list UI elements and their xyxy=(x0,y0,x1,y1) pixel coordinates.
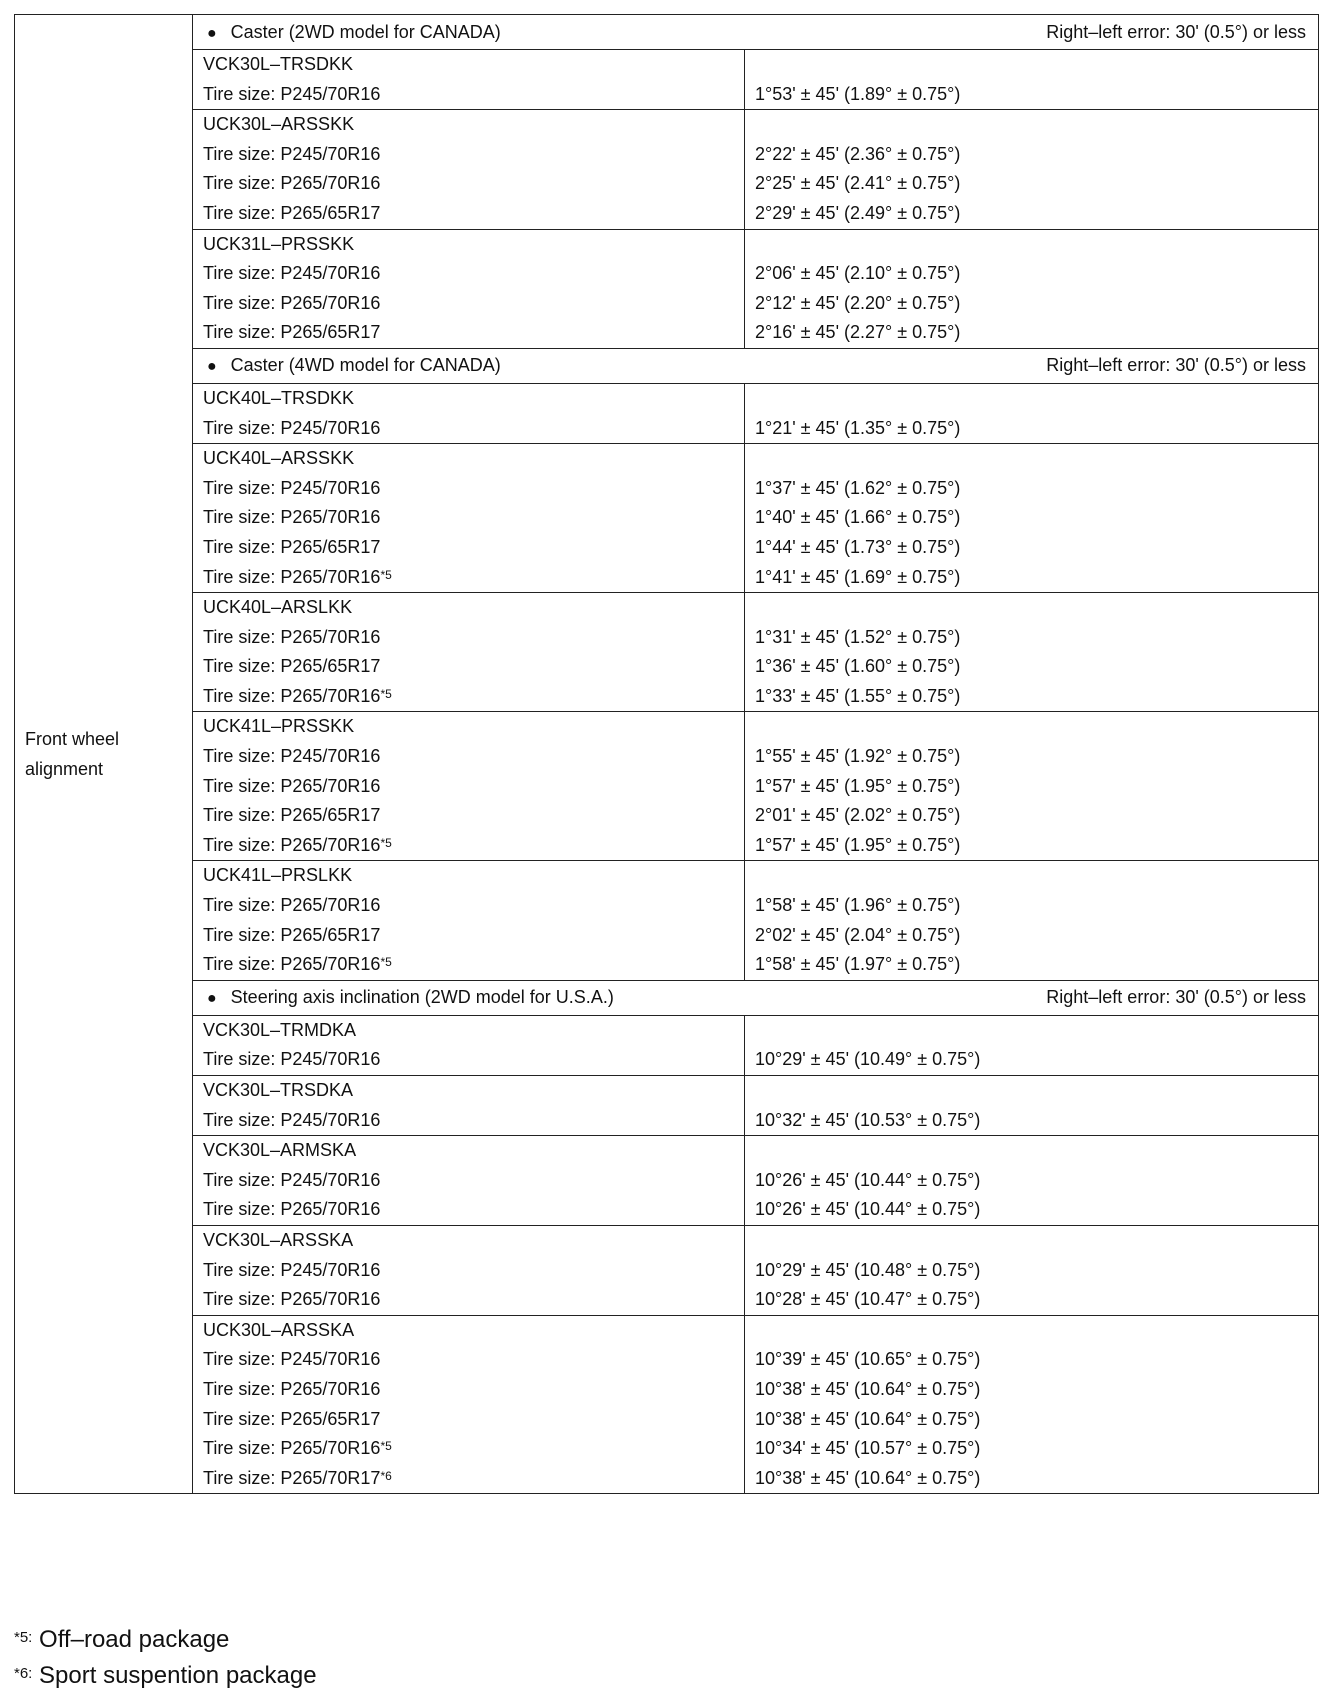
model-cell xyxy=(193,1015,745,1075)
caster-value: 10°39' ± 45' (10.65° ± 0.75°) xyxy=(755,1349,981,1370)
tire-size-text: Tire size: P265/70R16 xyxy=(203,775,381,796)
caster-value: 2°25' ± 45' (2.41° ± 0.75°) xyxy=(755,173,961,194)
model-code: UCK40L–ARSSKK xyxy=(203,448,355,469)
model-cell xyxy=(193,1076,745,1136)
section-header xyxy=(193,15,1318,49)
footnote-ref: *6 xyxy=(380,1468,392,1483)
section-title: Steering axis inclination (2WD model for U.S.A.) xyxy=(230,987,614,1008)
footnote-ref: *5 xyxy=(380,686,392,701)
footnotes xyxy=(14,1622,317,1694)
value-cell xyxy=(745,1225,1319,1315)
caster-value: 2°06' ± 45' (2.10° ± 0.75°) xyxy=(755,263,961,284)
caster-value: 2°16' ± 45' (2.27° ± 0.75°) xyxy=(755,322,961,343)
model-group-row xyxy=(15,1315,1319,1494)
caster-value: 1°53' ± 45' (1.89° ± 0.75°) xyxy=(755,83,961,104)
caster-value: 10°29' ± 45' (10.48° ± 0.75°) xyxy=(755,1259,981,1280)
tire-size xyxy=(193,1256,744,1286)
section-header xyxy=(193,981,1318,1015)
tire-size xyxy=(193,474,744,504)
tire-size xyxy=(193,682,744,712)
tire-size xyxy=(193,950,744,980)
bullet-icon: ● xyxy=(207,990,217,1008)
spacer xyxy=(745,110,1318,140)
tire-size xyxy=(193,140,744,170)
caster-value: 10°26' ± 45' (10.44° ± 0.75°) xyxy=(755,1169,981,1190)
spacer xyxy=(745,1076,1318,1106)
caster-value: 1°33' ± 45' (1.55° ± 0.75°) xyxy=(755,685,961,706)
caster-value: 2°01' ± 45' (2.02° ± 0.75°) xyxy=(755,805,961,826)
value-cell xyxy=(745,444,1319,593)
tire-size xyxy=(193,1464,744,1494)
tire-size xyxy=(193,563,744,593)
model-cell xyxy=(193,1225,745,1315)
caster-value: 1°57' ± 45' (1.95° ± 0.75°) xyxy=(755,834,961,855)
spacer xyxy=(745,50,1318,80)
model-code: UCK31L–PRSSKK xyxy=(203,233,355,254)
caster-value: 1°57' ± 45' (1.95° ± 0.75°) xyxy=(755,775,961,796)
model-group-row xyxy=(15,712,1319,861)
tire-size xyxy=(193,259,744,289)
model-code: UCK30L–ARSSKA xyxy=(203,1319,355,1340)
spacer xyxy=(745,1136,1318,1166)
tire-size-text: Tire size: P245/70R16 xyxy=(203,263,381,284)
tire-size xyxy=(193,289,744,319)
right-left-error: Right–left error: 30' (0.5°) or less xyxy=(1046,355,1306,376)
caster-value: 1°21' ± 45' (1.35° ± 0.75°) xyxy=(755,417,961,438)
section-header-row xyxy=(15,980,1319,1015)
footnote-mark: *6: xyxy=(14,1665,33,1682)
footnote-mark: *5: xyxy=(14,1629,33,1646)
tire-size xyxy=(193,1106,744,1136)
tire-size xyxy=(193,1045,744,1075)
tire-size-text: Tire size: P265/70R16 xyxy=(203,173,381,194)
tire-size xyxy=(193,1345,744,1375)
section-title-wrap xyxy=(207,355,501,376)
tire-size xyxy=(193,831,744,861)
tire-size-text: Tire size: P245/70R16 xyxy=(203,83,381,104)
spacer xyxy=(745,384,1318,414)
caster-value: 1°31' ± 45' (1.52° ± 0.75°) xyxy=(755,626,961,647)
tire-size-text: Tire size: P265/70R16 xyxy=(203,1438,381,1459)
section-header-row xyxy=(15,15,1319,50)
tire-size-text: Tire size: P245/70R16 xyxy=(203,477,381,498)
model-cell xyxy=(193,1136,745,1226)
model-group-row xyxy=(15,229,1319,348)
caster-value: 10°32' ± 45' (10.53° ± 0.75°) xyxy=(755,1109,981,1130)
tire-size-text: Tire size: P265/65R17 xyxy=(203,805,381,826)
model-cell xyxy=(193,593,745,712)
spacer xyxy=(745,861,1318,891)
spacer xyxy=(745,1316,1318,1346)
tire-size xyxy=(193,652,744,682)
tire-size-text: Tire size: P265/70R16 xyxy=(203,566,381,587)
value-cell xyxy=(745,1076,1319,1136)
value-cell xyxy=(745,383,1319,443)
caster-value: 10°38' ± 45' (10.64° ± 0.75°) xyxy=(755,1408,981,1429)
value-cell xyxy=(745,110,1319,229)
spacer xyxy=(745,444,1318,474)
model-group-row xyxy=(15,50,1319,110)
model-cell xyxy=(193,229,745,348)
bullet-icon: ● xyxy=(207,24,217,42)
caster-value: 10°29' ± 45' (10.49° ± 0.75°) xyxy=(755,1049,981,1070)
section-title: Caster (2WD model for CANADA) xyxy=(230,21,501,42)
model-group-row xyxy=(15,383,1319,443)
model-cell xyxy=(193,861,745,980)
footnote xyxy=(14,1658,317,1694)
model-cell xyxy=(193,50,745,110)
tire-size-text: Tire size: P265/65R17 xyxy=(203,202,381,223)
tire-size-text: Tire size: P245/70R16 xyxy=(203,1049,381,1070)
tire-size xyxy=(193,1434,744,1464)
caster-value: 2°02' ± 45' (2.04° ± 0.75°) xyxy=(755,924,961,945)
caster-value: 1°37' ± 45' (1.62° ± 0.75°) xyxy=(755,477,961,498)
tire-size-text: Tire size: P245/70R16 xyxy=(203,1169,381,1190)
value-cell xyxy=(745,229,1319,348)
tire-size-text: Tire size: P265/70R16 xyxy=(203,1199,381,1220)
tire-size-text: Tire size: P265/65R17 xyxy=(203,1408,381,1429)
caster-value: 1°41' ± 45' (1.69° ± 0.75°) xyxy=(755,566,961,587)
tire-size-text: Tire size: P265/70R16 xyxy=(203,1289,381,1310)
caster-value: 2°12' ± 45' (2.20° ± 0.75°) xyxy=(755,292,961,313)
tire-size xyxy=(193,1166,744,1196)
right-left-error: Right–left error: 30' (0.5°) or less xyxy=(1046,21,1306,42)
section-header-cell xyxy=(193,348,1319,383)
tire-size xyxy=(193,533,744,563)
value-cell xyxy=(745,1136,1319,1226)
section-header-cell xyxy=(193,15,1319,50)
model-group-row xyxy=(15,861,1319,980)
section-title-wrap xyxy=(207,987,614,1008)
tire-size-text: Tire size: P265/70R16 xyxy=(203,895,381,916)
caster-value: 10°38' ± 45' (10.64° ± 0.75°) xyxy=(755,1467,981,1488)
model-cell xyxy=(193,712,745,861)
caster-value: 2°22' ± 45' (2.36° ± 0.75°) xyxy=(755,143,961,164)
tire-size xyxy=(193,742,744,772)
tire-size xyxy=(193,503,744,533)
tire-size xyxy=(193,921,744,951)
section-header-row xyxy=(15,348,1319,383)
caster-value: 10°26' ± 45' (10.44° ± 0.75°) xyxy=(755,1199,981,1220)
model-code: UCK41L–PRSLKK xyxy=(203,865,353,886)
tire-size-text: Tire size: P245/70R16 xyxy=(203,1259,381,1280)
spacer xyxy=(745,1016,1318,1046)
model-group-row xyxy=(15,1076,1319,1136)
caster-value: 2°29' ± 45' (2.49° ± 0.75°) xyxy=(755,202,961,223)
spacer xyxy=(745,712,1318,742)
caster-value: 1°58' ± 45' (1.97° ± 0.75°) xyxy=(755,954,961,975)
tire-size-text: Tire size: P265/65R17 xyxy=(203,536,381,557)
value-cell xyxy=(745,593,1319,712)
tire-size-text: Tire size: P265/65R17 xyxy=(203,322,381,343)
tire-size-text: Tire size: P245/70R16 xyxy=(203,1349,381,1370)
tire-size-text: Tire size: P265/70R16 xyxy=(203,626,381,647)
caster-value: 1°44' ± 45' (1.73° ± 0.75°) xyxy=(755,536,961,557)
spacer xyxy=(745,230,1318,260)
tire-size-text: Tire size: P245/70R16 xyxy=(203,143,381,164)
section-title: Caster (4WD model for CANADA) xyxy=(230,355,501,376)
value-cell xyxy=(745,1315,1319,1494)
footnote-text: Sport suspention package xyxy=(39,1662,317,1689)
model-group-row xyxy=(15,1015,1319,1075)
section-title-wrap xyxy=(207,22,501,43)
model-group-row xyxy=(15,593,1319,712)
spacer xyxy=(745,593,1318,623)
tire-size-text: Tire size: P265/70R17 xyxy=(203,1467,381,1488)
model-code: VCK30L–ARSSKA xyxy=(203,1229,354,1250)
tire-size-text: Tire size: P265/70R16 xyxy=(203,507,381,528)
tire-size xyxy=(193,318,744,348)
model-code: UCK40L–TRSDKK xyxy=(203,387,355,408)
tire-size-text: Tire size: P265/70R16 xyxy=(203,954,381,975)
tire-size xyxy=(193,1195,744,1225)
model-code: UCK40L–ARSLKK xyxy=(203,597,353,618)
right-left-error: Right–left error: 30' (0.5°) or less xyxy=(1046,987,1306,1008)
footnote-ref: *5 xyxy=(380,955,392,970)
tire-size xyxy=(193,891,744,921)
tire-size-text: Tire size: P265/65R17 xyxy=(203,924,381,945)
tire-size-text: Tire size: P265/70R16 xyxy=(203,834,381,855)
tire-size xyxy=(193,772,744,802)
model-code: VCK30L–ARMSKA xyxy=(203,1140,357,1161)
caster-value: 1°58' ± 45' (1.96° ± 0.75°) xyxy=(755,895,961,916)
model-code: UCK41L–PRSSKK xyxy=(203,716,355,737)
model-cell xyxy=(193,110,745,229)
tire-size xyxy=(193,199,744,229)
tire-size xyxy=(193,801,744,831)
model-code: VCK30L–TRMDKA xyxy=(203,1019,357,1040)
section-header xyxy=(193,349,1318,383)
tire-size xyxy=(193,169,744,199)
tire-size-text: Tire size: P265/70R16 xyxy=(203,685,381,706)
tire-size xyxy=(193,80,744,110)
model-cell xyxy=(193,1315,745,1494)
footnote-text: Off–road package xyxy=(39,1626,230,1653)
model-group-row xyxy=(15,1225,1319,1315)
model-code: VCK30L–TRSDKK xyxy=(203,54,354,74)
tire-size xyxy=(193,623,744,653)
tire-size xyxy=(193,1405,744,1435)
caster-value: 10°28' ± 45' (10.47° ± 0.75°) xyxy=(755,1289,981,1310)
value-cell xyxy=(745,861,1319,980)
caster-value: 1°55' ± 45' (1.92° ± 0.75°) xyxy=(755,746,961,767)
value-cell xyxy=(745,712,1319,861)
tire-size-text: Tire size: P245/70R16 xyxy=(203,417,381,438)
tire-size xyxy=(193,1375,744,1405)
spacer xyxy=(745,1226,1318,1256)
footnote xyxy=(14,1622,317,1658)
model-code: VCK30L–TRSDKA xyxy=(203,1080,354,1100)
tire-size-text: Tire size: P265/70R16 xyxy=(203,292,381,313)
section-header-cell xyxy=(193,980,1319,1015)
value-cell xyxy=(745,1015,1319,1075)
bullet-icon: ● xyxy=(207,358,217,376)
tire-size-text: Tire size: P265/70R16 xyxy=(203,1378,381,1399)
tire-size xyxy=(193,1285,744,1315)
model-code: UCK30L–ARSSKK xyxy=(203,114,355,135)
value-cell xyxy=(745,50,1319,110)
tire-size-text: Tire size: P245/70R16 xyxy=(203,746,381,767)
model-group-row xyxy=(15,1136,1319,1226)
item-label: Front wheel alignment xyxy=(15,15,193,1494)
spec-table xyxy=(14,14,1319,1494)
footnote-ref: *5 xyxy=(380,835,392,850)
model-cell xyxy=(193,383,745,443)
caster-value: 10°34' ± 45' (10.57° ± 0.75°) xyxy=(755,1438,981,1459)
footnote-ref: *5 xyxy=(380,567,392,582)
tire-size-text: Tire size: P245/70R16 xyxy=(203,1109,381,1130)
tire-size xyxy=(193,414,744,444)
model-group-row xyxy=(15,110,1319,229)
model-cell xyxy=(193,444,745,593)
caster-value: 1°36' ± 45' (1.60° ± 0.75°) xyxy=(755,656,961,677)
model-group-row xyxy=(15,444,1319,593)
footnote-ref: *5 xyxy=(380,1439,392,1454)
caster-value: 1°40' ± 45' (1.66° ± 0.75°) xyxy=(755,507,961,528)
tire-size-text: Tire size: P265/65R17 xyxy=(203,656,381,677)
caster-value: 10°38' ± 45' (10.64° ± 0.75°) xyxy=(755,1378,981,1399)
